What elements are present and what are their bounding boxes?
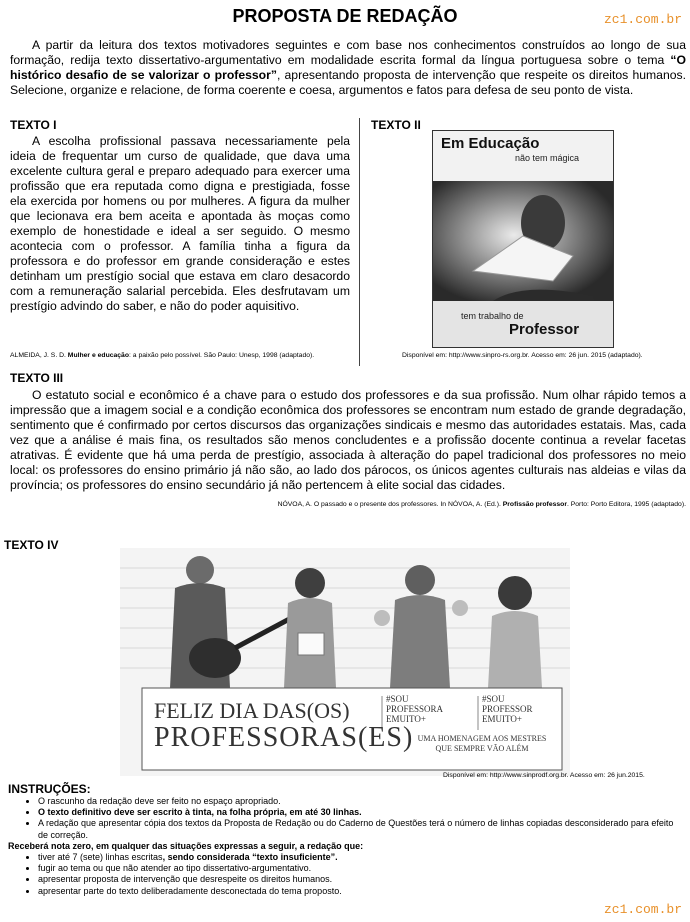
intro-theme: “O histórico desafio de se valorizar o professor” [10,53,686,82]
texto2-citation: Disponível em: http://www.sinpro-rs.org.br. Acesso em: 26 jun. 2015 (adaptado). [402,352,643,359]
tag-professor [482,694,533,724]
texto4-label: TEXTO IV [4,538,59,552]
poster-subtitle: não tem mágica [515,153,580,163]
texto2-poster [432,130,614,348]
tag1-c: EMUITO+ [386,714,426,724]
poster-line: tem trabalho de [461,311,524,321]
column-divider [359,118,360,366]
instruction-item: • A redação que apresentar cópia dos textos da Proposta de Redação ou do Caderno de Questões terá o número de linhas copiadas desconsiderado para efeito de correção. [38,818,684,840]
tag-professora [386,694,443,724]
texto2-label: TEXTO II [371,118,421,132]
poster-big-word: Professor [509,321,580,338]
tag1-a: #SOU [386,694,409,704]
tag2-b: PROFESSOR [482,704,533,714]
texto3-body: O estatuto social e econômico é a chave para o estudo dos professores e da sua profissão. Num olhar rápido temos a impressão que a imagem social e a condição econômica dos professores se encontram num estado de grande degradação, sentimento que é confirmado por certos discursos das organizações sindicais e mesmo das autoridades estatais. Mas, cada vez que a análise é mais fina, os resultados são menos concludentes e a profissão docente continua a revelar facetas atrativas. É evidente que há uma perda de prestígio, associada à alteração do papel tradicional dos professores no meio local: os professores do ensino primário já não são, ao lado dos párocos, os únicos agentes culturais nas aldeias e vilas da província; os professores do ensino secundário já não pertencem à elite social das cidades. [10,388,686,492]
intro-text-post: , apresentando proposta de intervenção que respeite os direitos humanos. Selecione, organize e relacione, de forma coerente e coesa, argumentos e fatos para defesa de seu ponto de vista. [10,68,686,97]
texto3-citation [256,497,686,512]
zero-list [8,852,684,897]
tag2-a: #SOU [482,694,505,704]
texto1-cite-pre: ALMEIDA, J. S. D. [10,352,68,359]
zero-item [38,852,684,863]
banner-line1: FELIZ DIA DAS(OS) [154,698,350,723]
instructions [8,782,684,897]
site-watermark-bottom: zc1.com.br [603,902,682,917]
texto3-cite-pre: NÓVOA, A. O passado e o presente dos professores. In NÓVOA, A. (Ed.). [277,501,503,508]
texto3-cite-title: Profissão professor [502,501,567,508]
zero-title: Receberá nota zero, em qualquer das situações expressas a seguir, a redação que: [8,840,364,851]
instructions-list [8,796,684,841]
site-watermark-top: zc1.com.br [603,12,682,27]
texto1-citation [10,352,314,359]
tag1-b: PROFESSORA [386,704,444,714]
tag2-c: EMUITO+ [482,714,522,724]
texto1-cite-title: Mulher e educação [67,352,129,359]
texto4-citation: Disponível em: http://www.sinprodf.org.br. Acesso em: 26 jun.2015. [443,772,645,779]
instruction-item: • O texto definitivo deve ser escrito à tinta, na folha própria, em até 30 linhas. [38,807,684,818]
texto3-label: TEXTO III [10,371,64,385]
zero-item: • apresentar proposta de intervenção que desrespeite os direitos humanos. [38,874,684,885]
texto4-image [120,548,570,776]
poster-title: Em Educação [441,135,540,152]
homage-line1: UMA HOMENAGEM AOS MESTRES [417,734,547,743]
page-title: PROPOSTA DE REDAÇÃO [232,6,458,26]
instruction-item: • O rascunho da redação deve ser feito no espaço apropriado. [38,796,684,807]
instructions-title: INSTRUÇÕES: [8,782,91,796]
texto1-body: A escolha profissional passava necessariamente pela ideia de frequentar um curso de qualidade, que dava uma excelente cultura geral e preparo adequado para exercer uma profissão que era reputada como digna e prestigiada, fosse ela exercida por homens ou por mulheres. A figura da mulher que lecionava era bem aceita e apontada às moças como exemplo de honestidade e ideal a ser seguido. O mesmo acontecia com o professor. A família tinha a figura da professora e do professor em grande consideração e estes detinham um prestígio social que estava em claro desacordo com a remuneração salarial percebida. Eles desfrutavam um prestígio advindo do saber, e não do poder aquisitivo. [10,134,350,313]
zero-item1-bold: , sendo considerada “texto insuficiente”. [162,852,338,863]
banner-line2: PROFESSORAS(ES) [154,722,414,753]
homage-line2: QUE SEMPRE VÃO ALÉM [435,744,529,753]
texto3-cite-post: . Porto: Porto Editora, 1995 (adaptado). [566,501,686,508]
homage [402,734,562,754]
intro-paragraph [10,38,686,98]
intro-text-pre: A partir da leitura dos textos motivadores seguintes e com base nos conhecimentos construídos ao longo de sua formação, redija texto dissertativo-argumentativo em modalidade escrita formal da língua portuguesa sobre o tema [10,38,686,67]
zero-item1-pre: tiver até 7 (sete) linhas escritas [38,852,163,863]
texto1-label: TEXTO I [10,118,57,132]
zero-item: • fugir ao tema ou que não atender ao tipo dissertativo-argumentativo. [38,863,684,874]
texto1-cite-post: : a paixão pelo possível. São Paulo: Unesp, 1998 (adaptado). [129,352,315,359]
texto3-paragraph [10,388,686,512]
zero-item: • apresentar parte do texto deliberadamente desconectada do tema proposto. [38,886,684,897]
